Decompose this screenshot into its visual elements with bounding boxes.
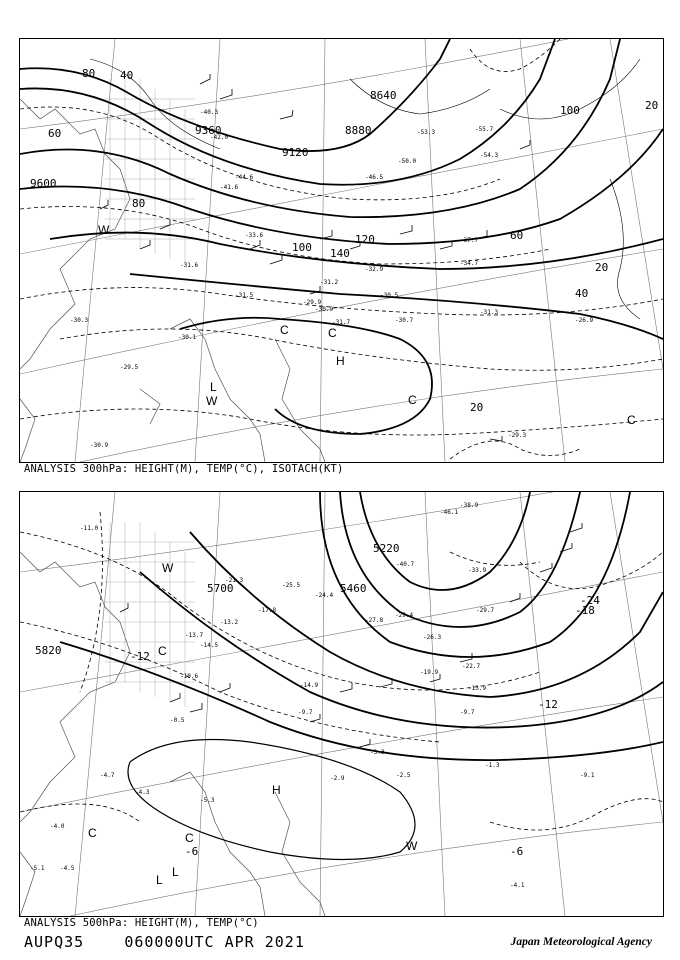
- map-panel-500hpa: [19, 491, 664, 917]
- temperature-samples: [70, 109, 593, 449]
- temp-value: -21.3: [225, 577, 244, 584]
- cold-marker: C: [328, 326, 337, 340]
- map-panel-300hpa: [19, 38, 664, 463]
- temp-value: -53.3: [417, 129, 436, 136]
- warm-marker: W: [206, 394, 218, 408]
- temp-value: -9.7: [298, 709, 313, 716]
- isotach-label: 140: [330, 247, 350, 260]
- temp-value: -2.5: [396, 772, 411, 779]
- temp-value: -9.1: [580, 772, 595, 779]
- height-contours: [60, 492, 663, 760]
- temp-value: -29.7: [476, 607, 495, 614]
- coastline: [20, 552, 325, 916]
- warm-marker: W: [406, 839, 418, 853]
- height-contours: [20, 39, 663, 434]
- height-label: 5700: [207, 582, 234, 595]
- chart-code: AUPQ35: [24, 933, 85, 951]
- cold-marker: C: [627, 413, 636, 427]
- temp-value: -42.0: [210, 134, 229, 141]
- pressure-systems: [88, 561, 418, 887]
- isotachs: [90, 59, 640, 319]
- cold-marker: C: [88, 826, 97, 840]
- agency-name: Japan Meteorological Agency: [510, 936, 652, 948]
- temp-value: -38.9: [460, 502, 479, 509]
- isotach-label: 20: [645, 99, 659, 112]
- temp-value: -40.3: [200, 109, 219, 116]
- height-label: 9600: [30, 177, 57, 190]
- temp-value: -14.5: [200, 642, 219, 649]
- temp-value: -33.9: [468, 567, 487, 574]
- temp-value: -31.5: [235, 292, 254, 299]
- temp-value: -30.9: [315, 306, 334, 313]
- warm-marker: W: [162, 561, 174, 575]
- temp-value: -44.6: [235, 174, 254, 181]
- temp-value: -4.7: [100, 772, 115, 779]
- temp-value: -31.3: [480, 309, 499, 316]
- temp-value: -19.9: [420, 669, 439, 676]
- temp-value: -1.3: [485, 762, 500, 769]
- temp-value: -54.3: [480, 152, 499, 159]
- temp-value: -37.7: [460, 237, 479, 244]
- warm-marker: W: [98, 223, 110, 237]
- isotherm-label: -24: [580, 594, 600, 607]
- temp-value: -26.3: [423, 634, 442, 641]
- high-pressure-marker: H: [272, 783, 281, 797]
- temp-value: -31.2: [320, 279, 339, 286]
- temp-value: -30.1: [178, 334, 197, 341]
- isotach-label: 60: [510, 229, 524, 242]
- isotherm-label: -12: [538, 698, 558, 711]
- map-300hpa: [20, 39, 663, 462]
- map-500hpa: [20, 492, 663, 916]
- isotherm-label: -6: [510, 845, 524, 858]
- temp-value: -33.6: [245, 232, 264, 239]
- cold-marker: C: [158, 644, 167, 658]
- height-label: 5460: [340, 582, 367, 595]
- temp-value: -4.1: [510, 882, 525, 889]
- isotherm-label: -18: [575, 604, 595, 617]
- temp-value: -3.3: [370, 749, 385, 756]
- temp-value: -25.5: [282, 582, 301, 589]
- height-label: 8640: [370, 89, 397, 102]
- temp-value: -5.3: [200, 797, 215, 804]
- temp-value: -29.5: [120, 364, 139, 371]
- temp-value: -5.1: [30, 865, 45, 872]
- temp-value: -32.9: [365, 266, 384, 273]
- height-label: 5220: [373, 542, 400, 555]
- temp-value: -11.0: [80, 525, 99, 532]
- cold-marker: C: [185, 831, 194, 845]
- valid-time: 060000UTC APR 2021: [124, 933, 305, 951]
- temp-value: -0.5: [170, 717, 185, 724]
- isotach-label: 20: [595, 261, 609, 274]
- isotherm-closed: [128, 740, 415, 860]
- isotach-label: 80: [82, 67, 96, 80]
- height-label: 5820: [35, 644, 62, 657]
- temp-value: -41.6: [220, 184, 239, 191]
- isotach-label: 120: [355, 233, 375, 246]
- temp-value: -4.3: [135, 789, 150, 796]
- temp-value: -24.4: [315, 592, 334, 599]
- temp-value: -46.5: [365, 174, 384, 181]
- isotach-label: 40: [575, 287, 589, 300]
- temp-value: -55.7: [475, 126, 494, 133]
- cold-marker: C: [408, 393, 417, 407]
- temp-value: -30.3: [70, 317, 89, 324]
- isotach-label: 60: [48, 127, 62, 140]
- isotherm-label: -12: [130, 650, 150, 663]
- temp-value: -40.7: [396, 561, 415, 568]
- temp-value: -4.0: [50, 823, 65, 830]
- temp-value: -31.7: [332, 319, 351, 326]
- temp-value: -30.5: [380, 292, 399, 299]
- high-pressure-marker: H: [336, 354, 345, 368]
- temp-value: -29.3: [508, 432, 527, 439]
- chart-identifier: [24, 933, 305, 951]
- temp-value: -13.9: [468, 685, 487, 692]
- temp-value: -30.9: [90, 442, 109, 449]
- temp-value: -27.8: [365, 617, 384, 624]
- temp-value: -30.7: [395, 317, 414, 324]
- low-pressure-marker: L: [210, 380, 217, 394]
- low-pressure-marker: L: [172, 865, 179, 879]
- isotherm-label: -6: [185, 845, 199, 858]
- temp-value: -14.9: [300, 682, 319, 689]
- isotach-label: 100: [292, 241, 312, 254]
- temp-value: -46.1: [440, 509, 459, 516]
- temp-value: -26.9: [575, 317, 594, 324]
- height-label: 8880: [345, 124, 372, 137]
- temp-value: -13.7: [185, 632, 204, 639]
- panel-caption-300hpa: ANALYSIS 300hPa: HEIGHT(M), TEMP(°C), ISOTACH(KT): [24, 463, 344, 475]
- isotach-label: 20: [470, 401, 484, 414]
- temp-value: -9.7: [460, 709, 475, 716]
- height-label: 9120: [282, 146, 309, 159]
- panel-caption-500hpa: ANALYSIS 500hPa: HEIGHT(M), TEMP(°C): [24, 917, 259, 929]
- temp-value: -17.8: [258, 607, 277, 614]
- temp-value: -31.6: [180, 262, 199, 269]
- isotach-label: 100: [560, 104, 580, 117]
- height-label: 9360: [195, 124, 222, 137]
- low-pressure-marker: L: [156, 873, 163, 887]
- isotach-label: 80: [132, 197, 146, 210]
- temp-value: -22.7: [462, 663, 481, 670]
- temp-value: -2.9: [330, 775, 345, 782]
- temp-value: -34.7: [460, 260, 479, 267]
- temp-value: -29.4: [395, 612, 414, 619]
- temp-value: -4.5: [60, 865, 75, 872]
- temp-value: -10.6: [180, 673, 199, 680]
- temp-value: -29.9: [303, 299, 322, 306]
- coastline: [20, 99, 325, 462]
- temp-value: -13.2: [220, 619, 239, 626]
- temp-value: -50.0: [398, 158, 417, 165]
- cold-marker: C: [280, 323, 289, 337]
- isotach-label: 40: [120, 69, 134, 82]
